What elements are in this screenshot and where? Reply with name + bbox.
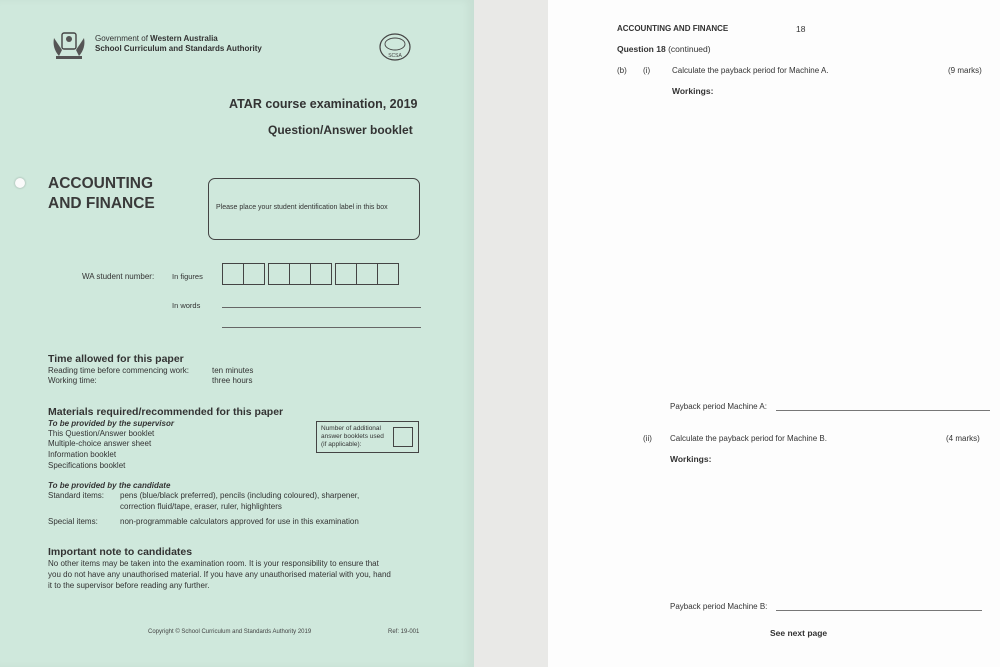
exam-title: ATAR course examination, 2019 <box>229 97 418 111</box>
part-i-label: (i) <box>643 66 651 75</box>
digit-group <box>335 263 398 285</box>
question-heading <box>617 44 711 54</box>
workings-label-2: Workings: <box>670 454 712 464</box>
workings-area-a[interactable] <box>672 100 982 390</box>
copyright-notice: Copyright © School Curriculum and Standards Authority 2019 <box>148 629 312 635</box>
materials-heading: Materials required/recommended for this paper <box>48 406 284 418</box>
part-i-question: Calculate the payback period for Machine A. <box>672 66 829 75</box>
supervisor-item: Specifications booklet <box>48 461 126 470</box>
part-i-marks: (9 marks) <box>948 66 982 75</box>
payback-b-answer-line[interactable] <box>776 610 982 611</box>
standard-items-line1: pens (blue/black preferred), pencils (including coloured), sharpener, <box>120 491 360 500</box>
additional-booklets-label: Number of additional answer booklets used (if applicable): <box>321 425 384 448</box>
digit-box[interactable] <box>222 263 244 285</box>
working-time-label: Working time: <box>48 376 97 385</box>
page-header-subject: ACCOUNTING AND FINANCE <box>617 24 729 33</box>
reading-time-value: ten minutes <box>212 366 254 375</box>
digit-box[interactable] <box>335 263 357 285</box>
time-heading: Time allowed for this paper <box>48 353 184 365</box>
student-number-label: WA student number: <box>82 272 155 281</box>
digit-box[interactable] <box>243 263 265 285</box>
digit-box[interactable] <box>377 263 399 285</box>
digit-box[interactable] <box>356 263 378 285</box>
government-state: Western Australia <box>150 34 218 43</box>
scsa-seal-icon <box>378 32 412 62</box>
important-heading: Important note to candidates <box>48 546 193 558</box>
student-label-instruction: Please place your student identification label in this box <box>216 204 388 211</box>
workings-area-b[interactable] <box>670 468 980 593</box>
digit-group <box>268 263 331 285</box>
supervisor-item: Information booklet <box>48 450 117 459</box>
government-label <box>95 34 218 43</box>
digit-box[interactable] <box>310 263 332 285</box>
workings-label: Workings: <box>672 86 714 96</box>
standard-items-line2: correction fluid/tape, eraser, ruler, highlighters <box>120 502 282 511</box>
in-words-line[interactable] <box>222 327 421 328</box>
in-words-line[interactable] <box>222 307 421 308</box>
authority-name: School Curriculum and Standards Authority <box>95 44 262 53</box>
part-ii-label: (ii) <box>643 434 652 443</box>
supervisor-item: This Question/Answer booklet <box>48 429 155 438</box>
in-figures-label: In figures <box>172 272 203 281</box>
candidate-heading: To be provided by the candidate <box>48 481 171 490</box>
standard-items-label: Standard items: <box>48 491 105 500</box>
reading-time-label: Reading time before commencing work: <box>48 366 189 375</box>
digit-box[interactable] <box>289 263 311 285</box>
seal-text: SCSA <box>388 53 402 59</box>
question-continued: (continued) <box>668 44 711 54</box>
exam-cover-page <box>0 0 474 667</box>
additional-booklets-count[interactable] <box>393 427 413 447</box>
binder-hole <box>15 178 25 188</box>
student-number-boxes[interactable] <box>222 263 402 285</box>
important-note-line: No other items may be taken into the examination room. It is your responsibility to ensure that <box>48 559 379 568</box>
special-items-value: non-programmable calculators approved for use in this examination <box>120 517 359 526</box>
in-words-label: In words <box>172 301 201 310</box>
subject-title-line1: ACCOUNTING <box>48 175 154 192</box>
wa-coat-of-arms-icon <box>50 30 88 62</box>
see-next-page: See next page <box>770 628 828 638</box>
working-time-value: three hours <box>212 376 253 385</box>
payback-a-answer-line[interactable] <box>776 410 990 411</box>
part-ii-question: Calculate the payback period for Machine B. <box>670 434 827 443</box>
booklet-title: Question/Answer booklet <box>268 123 413 137</box>
supervisor-item: Multiple-choice answer sheet <box>48 439 152 448</box>
special-items-label: Special items: <box>48 517 98 526</box>
subject-title-line2: AND FINANCE <box>48 195 155 212</box>
supervisor-heading: To be provided by the supervisor <box>48 419 174 428</box>
question-number: 18 <box>656 44 666 54</box>
payback-b-label: Payback period Machine B: <box>670 602 768 611</box>
government-prefix: Government of <box>95 34 148 43</box>
digit-box[interactable] <box>268 263 290 285</box>
digit-group <box>222 263 264 285</box>
page-number: 18 <box>796 24 806 34</box>
question-prefix: Question <box>617 44 654 54</box>
important-note-line: you do not have any unauthorised material. If you have any unauthorised material with you, hand <box>48 570 391 579</box>
reference-code: Ref: 19-001 <box>388 629 420 635</box>
payback-a-label: Payback period Machine A: <box>670 402 767 411</box>
important-note-line: it to the supervisor before reading any further. <box>48 581 210 590</box>
part-ii-marks: (4 marks) <box>946 434 980 443</box>
part-b-label: (b) <box>617 66 627 75</box>
